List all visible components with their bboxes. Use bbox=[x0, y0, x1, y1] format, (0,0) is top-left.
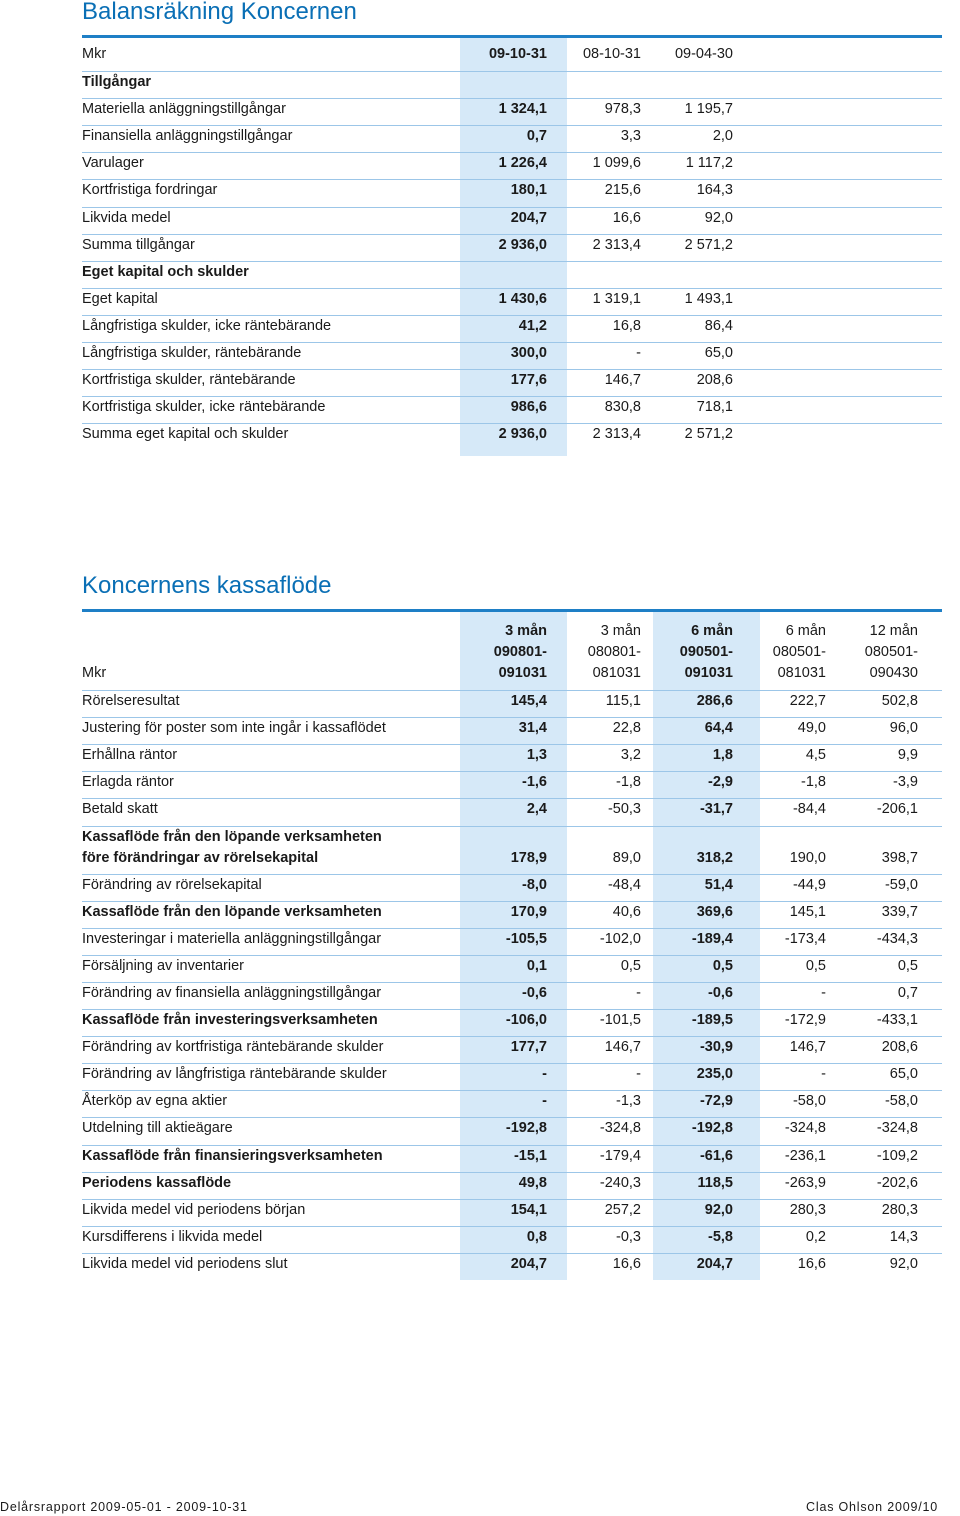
balance-value: 180,1 bbox=[510, 182, 547, 199]
cashflow-column-end: 090430 bbox=[869, 665, 918, 681]
cashflow-value: 22,8 bbox=[612, 720, 641, 737]
cashflow-value: 49,0 bbox=[797, 720, 826, 737]
row-divider bbox=[82, 125, 942, 126]
row-divider bbox=[82, 928, 942, 929]
cashflow-value: 9,9 bbox=[897, 747, 918, 764]
cashflow-row-label: Likvida medel vid periodens slut bbox=[82, 1255, 288, 1272]
row-divider bbox=[82, 826, 942, 827]
cashflow-value: -1,8 bbox=[616, 774, 641, 791]
cashflow-value: 4,5 bbox=[805, 747, 826, 764]
cashflow-value: 286,6 bbox=[696, 693, 733, 709]
row-divider bbox=[82, 98, 942, 99]
balance-value: 1 324,1 bbox=[498, 101, 547, 118]
balance-row-label: Kortfristiga skulder, räntebärande bbox=[82, 372, 296, 389]
cashflow-value: 0,8 bbox=[526, 1228, 547, 1245]
balance-value: 1 493,1 bbox=[684, 290, 733, 307]
cashflow-value: 369,6 bbox=[696, 903, 733, 920]
cashflow-value: -84,4 bbox=[792, 801, 826, 818]
cashflow-value: -15,1 bbox=[513, 1147, 547, 1164]
cashflow-row-label: Försäljning av inventarier bbox=[82, 957, 244, 974]
row-divider bbox=[82, 874, 942, 875]
cashflow-value: 398,7 bbox=[881, 849, 918, 866]
balance-value: 215,6 bbox=[604, 182, 641, 199]
cashflow-value: 146,7 bbox=[789, 1039, 826, 1056]
cashflow-value: -1,3 bbox=[616, 1093, 641, 1110]
cashflow-row-label: Rörelseresultat bbox=[82, 693, 180, 709]
row-divider bbox=[82, 152, 942, 153]
cashflow-value: -324,8 bbox=[599, 1120, 641, 1137]
cashflow-value: 0,1 bbox=[526, 957, 547, 974]
cashflow-value: 280,3 bbox=[881, 1201, 918, 1218]
row-divider bbox=[82, 744, 942, 745]
cashflow-value: 177,7 bbox=[510, 1039, 547, 1056]
row-divider bbox=[82, 179, 942, 180]
cashflow-column-start: 090801- bbox=[493, 644, 547, 660]
cashflow-value: -31,7 bbox=[699, 801, 733, 818]
cashflow-row-label: Förändring av finansiella anläggningstillgångar bbox=[82, 984, 382, 1001]
balance-value: 41,2 bbox=[518, 317, 547, 334]
cashflow-row-label: Förändring av långfristiga räntebärande skulder bbox=[82, 1066, 387, 1083]
cashflow-value: 204,7 bbox=[696, 1255, 733, 1272]
row-divider bbox=[82, 982, 942, 983]
cashflow-row-label-line2: före förändringar av rörelsekapital bbox=[82, 849, 319, 866]
cashflow-row-label: Kassaflöde från den löpande verksamheten bbox=[82, 828, 382, 845]
cashflow-row-label: Kassaflöde från den löpande verksamheten bbox=[82, 903, 382, 920]
cashflow-value: 318,2 bbox=[696, 849, 733, 866]
row-divider bbox=[82, 1253, 942, 1254]
balance-value: 177,6 bbox=[510, 372, 547, 389]
balance-value: 2 313,4 bbox=[592, 236, 641, 253]
cashflow-value: 154,1 bbox=[510, 1201, 547, 1218]
balance-column-header: 09-10-31 bbox=[488, 46, 547, 62]
cashflow-value: -101,5 bbox=[599, 1012, 641, 1028]
cashflow-value: 222,7 bbox=[789, 693, 826, 709]
cashflow-value: 145,4 bbox=[510, 693, 547, 709]
row-divider bbox=[82, 1063, 942, 1064]
cashflow-value: 49,8 bbox=[518, 1174, 547, 1191]
cashflow-value: -61,6 bbox=[699, 1147, 733, 1164]
balance-value: 986,6 bbox=[510, 399, 547, 416]
balance-row-label: Kortfristiga fordringar bbox=[82, 182, 218, 199]
cashflow-value: -192,8 bbox=[505, 1120, 547, 1137]
cashflow-value: -59,0 bbox=[884, 876, 918, 893]
cashflow-value: 0,5 bbox=[620, 957, 641, 974]
footer-report-period: Delårsrapport 2009-05-01 - 2009-10-31 bbox=[0, 1500, 248, 1514]
footer-company: Clas Ohlson 2009/10 bbox=[806, 1500, 938, 1514]
cashflow-value: 178,9 bbox=[510, 849, 547, 866]
cashflow-row-label: Återköp av egna aktier bbox=[82, 1093, 228, 1110]
balance-value: 830,8 bbox=[604, 399, 641, 416]
row-divider bbox=[82, 396, 942, 397]
balance-value: 86,4 bbox=[704, 317, 733, 334]
cashflow-value: 339,7 bbox=[881, 903, 918, 920]
row-divider bbox=[82, 717, 942, 718]
balance-value: 300,0 bbox=[510, 345, 547, 361]
cashflow-column-period: 3 mån bbox=[600, 623, 641, 639]
row-divider bbox=[82, 955, 942, 956]
cashflow-row-label: Erhållna räntor bbox=[82, 747, 178, 764]
balance-value: 2 936,0 bbox=[498, 426, 547, 443]
balance-row-label: Långfristiga skulder, räntebärande bbox=[82, 345, 302, 361]
balance-value: 92,0 bbox=[704, 209, 733, 226]
cashflow-header-label: Mkr bbox=[82, 665, 107, 681]
cashflow-value: -105,5 bbox=[505, 930, 547, 947]
balance-row-label: Tillgångar bbox=[82, 74, 152, 90]
cashflow-value: 2,4 bbox=[526, 801, 547, 818]
cashflow-value: 204,7 bbox=[510, 1255, 547, 1272]
cashflow-row-label: Kassaflöde från investeringsverksamheten bbox=[82, 1012, 378, 1028]
cashflow-value: 0,5 bbox=[897, 957, 918, 974]
cashflow-row-label: Betald skatt bbox=[82, 801, 158, 818]
row-divider bbox=[82, 423, 942, 424]
cashflow-value: -192,8 bbox=[691, 1120, 733, 1137]
cashflow-value: 235,0 bbox=[696, 1066, 733, 1083]
cashflow-value: 96,0 bbox=[889, 720, 918, 737]
cashflow-column-start: 090501- bbox=[679, 644, 733, 660]
balance-value: - bbox=[636, 345, 641, 361]
cashflow-value: 146,7 bbox=[604, 1039, 641, 1056]
balance-value: 1 117,2 bbox=[685, 155, 733, 172]
balance-row-label: Eget kapital bbox=[82, 290, 158, 307]
row-divider bbox=[82, 71, 942, 72]
cashflow-value: -72,9 bbox=[699, 1093, 733, 1110]
cashflow-value: 190,0 bbox=[789, 849, 826, 866]
cashflow-value: -30,9 bbox=[699, 1039, 733, 1056]
cashflow-value: -206,1 bbox=[876, 801, 918, 818]
cashflow-value: -172,9 bbox=[784, 1012, 826, 1028]
cashflow-column-end: 091031 bbox=[684, 665, 733, 681]
balance-row-label: Eget kapital och skulder bbox=[82, 263, 249, 280]
balance-row-label: Varulager bbox=[82, 155, 144, 172]
cashflow-column-end: 081031 bbox=[777, 665, 826, 681]
cashflow-value: -179,4 bbox=[599, 1147, 641, 1164]
cashflow-value: - bbox=[636, 1066, 641, 1083]
cashflow-value: 14,3 bbox=[889, 1228, 918, 1245]
row-divider bbox=[82, 315, 942, 316]
cashflow-value: -0,6 bbox=[708, 984, 733, 1001]
balance-value: 2 313,4 bbox=[592, 426, 641, 443]
cashflow-value: -1,6 bbox=[522, 774, 547, 791]
row-divider bbox=[82, 369, 942, 370]
cashflow-row-label: Likvida medel vid periodens början bbox=[82, 1201, 306, 1218]
cashflow-value: 145,1 bbox=[789, 903, 826, 920]
cashflow-value: - bbox=[542, 1093, 547, 1110]
cashflow-row-label: Utdelning till aktieägare bbox=[82, 1120, 233, 1137]
cashflow-row-label: Justering för poster som inte ingår i kassaflödet bbox=[82, 720, 386, 737]
balance-value: 1 319,1 bbox=[592, 290, 641, 307]
cashflow-value: -102,0 bbox=[599, 930, 641, 947]
cashflow-value: -434,3 bbox=[876, 930, 918, 947]
cashflow-value: -58,0 bbox=[792, 1093, 826, 1110]
cashflow-value: -189,5 bbox=[691, 1012, 733, 1028]
balance-value: 2 571,2 bbox=[684, 426, 733, 443]
cashflow-column-start: 080801- bbox=[587, 644, 641, 660]
row-divider bbox=[82, 771, 942, 772]
row-divider bbox=[82, 1172, 942, 1173]
cashflow-value: 65,0 bbox=[889, 1066, 918, 1083]
cashflow-value: -8,0 bbox=[522, 876, 547, 893]
balance-value: 16,8 bbox=[612, 317, 641, 334]
cashflow-value: - bbox=[821, 984, 826, 1001]
cashflow-value: -58,0 bbox=[884, 1093, 918, 1110]
cashflow-column-period: 6 mån bbox=[785, 623, 826, 639]
balance-row-label: Långfristiga skulder, icke räntebärande bbox=[82, 317, 332, 334]
cashflow-row-label: Investeringar i materiella anläggningstillgångar bbox=[82, 930, 382, 947]
cashflow-column-end: 081031 bbox=[592, 665, 641, 681]
cashflow-value: -0,6 bbox=[522, 984, 547, 1001]
balance-value: 1 226,4 bbox=[498, 155, 547, 172]
cashflow-row-label: Förändring av kortfristiga räntebärande skulder bbox=[82, 1039, 384, 1056]
cashflow-value: 64,4 bbox=[704, 720, 733, 737]
balance-value: 978,3 bbox=[604, 101, 641, 118]
balance-value: 65,0 bbox=[704, 345, 733, 361]
balance-title: Balansräkning Koncernen bbox=[82, 0, 357, 25]
balance-column-header: 08-10-31 bbox=[582, 46, 641, 62]
balance-value: 1 430,6 bbox=[498, 290, 547, 307]
cashflow-value: -5,8 bbox=[708, 1228, 733, 1245]
balance-row-label: Materiella anläggningstillgångar bbox=[82, 101, 286, 118]
cashflow-value: 257,2 bbox=[604, 1201, 641, 1218]
cashflow-value: 0,5 bbox=[805, 957, 826, 974]
cashflow-value: 16,6 bbox=[612, 1255, 641, 1272]
row-divider bbox=[82, 234, 942, 235]
cashflow-value: 16,6 bbox=[797, 1255, 826, 1272]
row-divider bbox=[82, 1090, 942, 1091]
row-divider bbox=[82, 288, 942, 289]
cashflow-value: -50,3 bbox=[607, 801, 641, 818]
row-divider bbox=[82, 1145, 942, 1146]
cashflow-row-label: Förändring av rörelsekapital bbox=[82, 876, 262, 893]
cashflow-value: -324,8 bbox=[876, 1120, 918, 1137]
cashflow-row-label: Erlagda räntor bbox=[82, 774, 174, 791]
cashflow-value: 0,5 bbox=[712, 957, 733, 974]
cashflow-row-label: Kursdifferens i likvida medel bbox=[82, 1228, 263, 1245]
balance-row-label: Summa eget kapital och skulder bbox=[82, 426, 289, 443]
balance-row-label: Likvida medel bbox=[82, 209, 171, 226]
cashflow-value: - bbox=[636, 984, 641, 1001]
cashflow-value: 31,4 bbox=[518, 720, 547, 737]
balance-value: 2,0 bbox=[712, 128, 733, 145]
balance-column-header: 09-04-30 bbox=[674, 46, 733, 62]
cashflow-value: -106,0 bbox=[505, 1012, 547, 1028]
cashflow-value: 92,0 bbox=[704, 1201, 733, 1218]
row-divider bbox=[82, 1226, 942, 1227]
row-divider bbox=[82, 207, 942, 208]
cashflow-column-end: 091031 bbox=[498, 665, 547, 681]
row-divider bbox=[82, 261, 942, 262]
row-divider bbox=[82, 1199, 942, 1200]
row-divider bbox=[82, 901, 942, 902]
cashflow-value: -324,8 bbox=[784, 1120, 826, 1137]
cashflow-value: -109,2 bbox=[876, 1147, 918, 1164]
cashflow-column-period: 6 mån bbox=[691, 623, 733, 639]
balance-value: 3,3 bbox=[620, 128, 641, 145]
balance-value: 2 571,2 bbox=[684, 236, 733, 253]
balance-value: 718,1 bbox=[696, 399, 733, 416]
balance-header-label: Mkr bbox=[82, 46, 107, 62]
row-divider bbox=[82, 690, 942, 691]
balance-value: 1 099,6 bbox=[592, 155, 641, 172]
cashflow-row-label: Periodens kassaflöde bbox=[82, 1174, 232, 1191]
cashflow-value: -44,9 bbox=[792, 876, 826, 893]
balance-value: 208,6 bbox=[696, 372, 733, 389]
row-divider bbox=[82, 1009, 942, 1010]
cashflow-value: 0,2 bbox=[805, 1228, 826, 1245]
cashflow-column-period: 3 mån bbox=[505, 623, 547, 639]
cashflow-value: -433,1 bbox=[876, 1012, 918, 1028]
cashflow-column-start: 080501- bbox=[864, 644, 918, 660]
cashflow-value: 0,7 bbox=[897, 984, 918, 1001]
balance-value: 164,3 bbox=[696, 182, 733, 199]
cashflow-value: 118,5 bbox=[697, 1174, 733, 1191]
balance-value: 0,7 bbox=[526, 128, 547, 145]
balance-value: 146,7 bbox=[604, 372, 641, 389]
cashflow-row-label: Kassaflöde från finansieringsverksamheten bbox=[82, 1147, 383, 1164]
cashflow-value: 115,1 bbox=[605, 693, 641, 709]
cashflow-value: -189,4 bbox=[691, 930, 733, 947]
cashflow-value: 3,2 bbox=[620, 747, 641, 764]
cashflow-value: -236,1 bbox=[784, 1147, 826, 1164]
balance-value: 2 936,0 bbox=[498, 236, 547, 253]
row-divider bbox=[82, 798, 942, 799]
cashflow-value: -48,4 bbox=[607, 876, 641, 893]
cashflow-value: -202,6 bbox=[876, 1174, 918, 1191]
cashflow-value: 170,9 bbox=[510, 903, 547, 920]
cashflow-value: - bbox=[821, 1066, 826, 1083]
row-divider bbox=[82, 1117, 942, 1118]
cashflow-value: 1,8 bbox=[712, 747, 733, 764]
header-rule bbox=[82, 35, 942, 38]
balance-row-label: Finansiella anläggningstillgångar bbox=[82, 128, 293, 145]
row-divider bbox=[82, 342, 942, 343]
cashflow-value: 1,3 bbox=[526, 747, 547, 764]
cashflow-value: 280,3 bbox=[789, 1201, 826, 1218]
cashflow-value: -3,9 bbox=[893, 774, 918, 791]
cashflow-value: -1,8 bbox=[801, 774, 826, 791]
cashflow-value: -2,9 bbox=[708, 774, 733, 791]
cashflow-column-start: 080501- bbox=[772, 644, 826, 660]
balance-row-label: Summa tillgångar bbox=[82, 236, 195, 253]
balance-value: 1 195,7 bbox=[684, 101, 733, 118]
cashflow-value: - bbox=[542, 1066, 547, 1083]
cashflow-value: 92,0 bbox=[889, 1255, 918, 1272]
cashflow-value: -263,9 bbox=[784, 1174, 826, 1191]
cashflow-value: 502,8 bbox=[881, 693, 918, 709]
cashflow-column-period: 12 mån bbox=[869, 623, 918, 639]
cashflow-title: Koncernens kassaflöde bbox=[82, 572, 332, 599]
row-divider bbox=[82, 1036, 942, 1037]
balance-row-label: Kortfristiga skulder, icke räntebärande bbox=[82, 399, 326, 416]
cashflow-value: -240,3 bbox=[599, 1174, 641, 1191]
balance-value: 204,7 bbox=[510, 209, 547, 226]
cashflow-value: 208,6 bbox=[881, 1039, 918, 1056]
cashflow-value: -173,4 bbox=[784, 930, 826, 947]
cashflow-value: 40,6 bbox=[612, 903, 641, 920]
cashflow-value: -0,3 bbox=[616, 1228, 641, 1245]
header-rule bbox=[82, 609, 942, 612]
cashflow-value: 89,0 bbox=[612, 849, 641, 866]
cashflow-value: 51,4 bbox=[704, 876, 733, 893]
balance-value: 16,6 bbox=[612, 209, 641, 226]
